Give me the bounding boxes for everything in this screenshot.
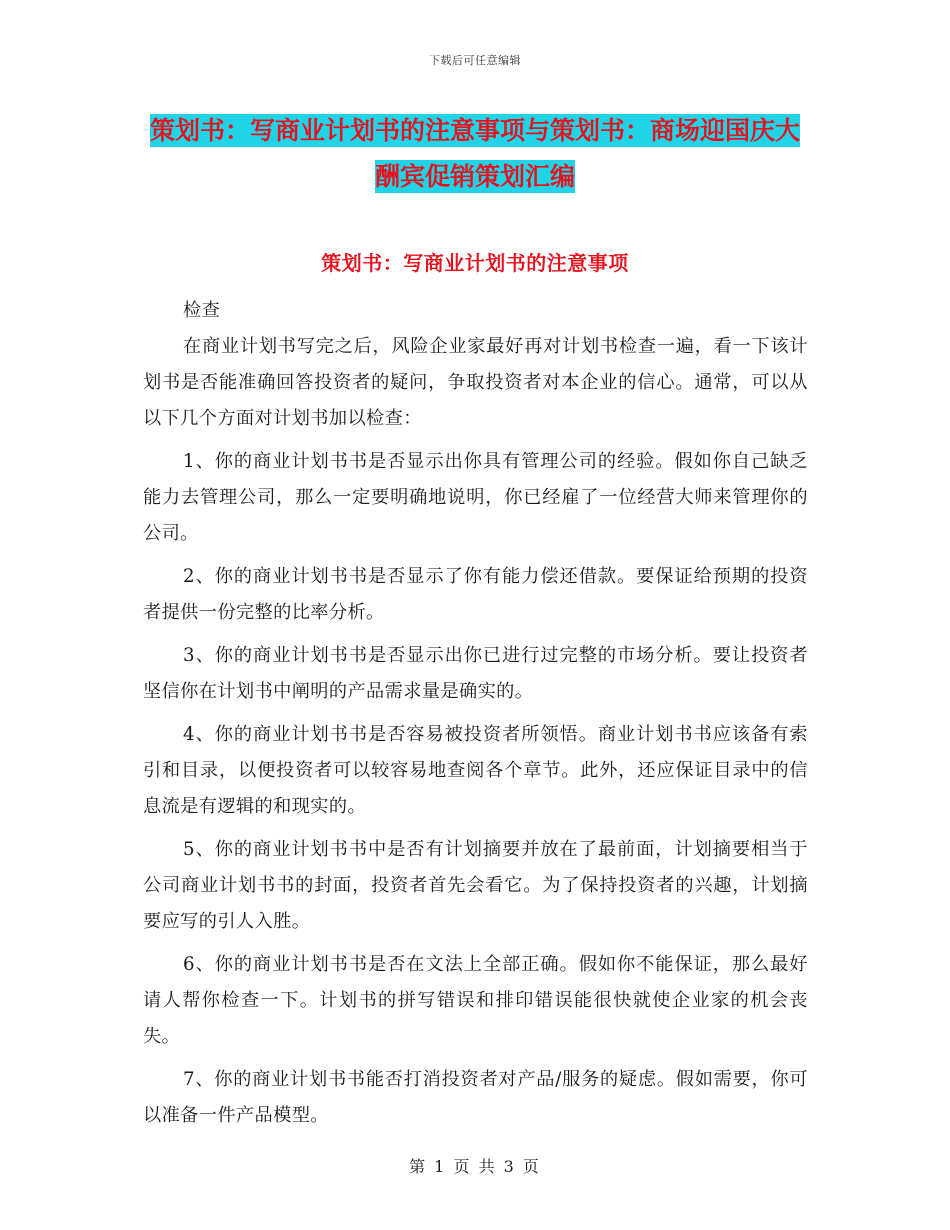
paragraph-item-3: 3、你的商业计划书书是否显示出你已进行过完整的市场分析。要让投资者坚信你在计划书中阐明的产品需求量是确实的。	[143, 645, 808, 702]
paragraph-heading-check: 检查	[183, 300, 221, 321]
paragraph-item-2: 2、你的商业计划书书是否显示了你有能力偿还借款。要保证给预期的投资者提供一份完整的比率分析。	[143, 566, 808, 623]
header-note: 下载后可任意编辑	[429, 54, 521, 67]
paragraph-item-7: 7、你的商业计划书书能否打消投资者对产品/服务的疑虑。假如需要，你可以准备一件产品模型。	[143, 1069, 808, 1126]
document-title-text: 策划书：写商业计划书的注意事项与策划书：商场迎国庆大酬宾促销策划汇编	[149, 116, 800, 191]
paragraph-intro: 在商业计划书写完之后，风险企业家最好再对计划书检查一遍，看一下该计划书是否能准确回答投资者的疑问，争取投资者对本企业的信心。通常，可以从以下几个方面对计划书加以检查：	[143, 336, 808, 429]
section-title: 策划书：写商业计划书的注意事项	[321, 251, 629, 275]
document-title	[140, 108, 810, 200]
document-body	[143, 293, 808, 1141]
paragraph-item-1: 1、你的商业计划书书是否显示出你具有管理公司的经验。假如你自己缺乏能力去管理公司，那么一定要明确地说明，你已经雇了一位经营大师来管理你的公司。	[143, 451, 808, 544]
paragraph-item-4: 4、你的商业计划书书是否容易被投资者所领悟。商业计划书书应该备有索引和目录，以便投资者可以较容易地查阅各个章节。此外，还应保证目录中的信息流是有逻辑的和现实的。	[143, 724, 808, 817]
page-footer: 第 1 页 共 3 页	[409, 1157, 541, 1176]
paragraph-item-5: 5、你的商业计划书书中是否有计划摘要并放在了最前面，计划摘要相当于公司商业计划书书的封面，投资者首先会看它。为了保持投资者的兴趣，计划摘要应写的引人入胜。	[143, 839, 808, 932]
paragraph-item-6: 6、你的商业计划书书是否在文法上全部正确。假如你不能保证，那么最好请人帮你检查一下。计划书的拼写错误和排印错误能很快就使企业家的机会丧失。	[143, 954, 808, 1047]
